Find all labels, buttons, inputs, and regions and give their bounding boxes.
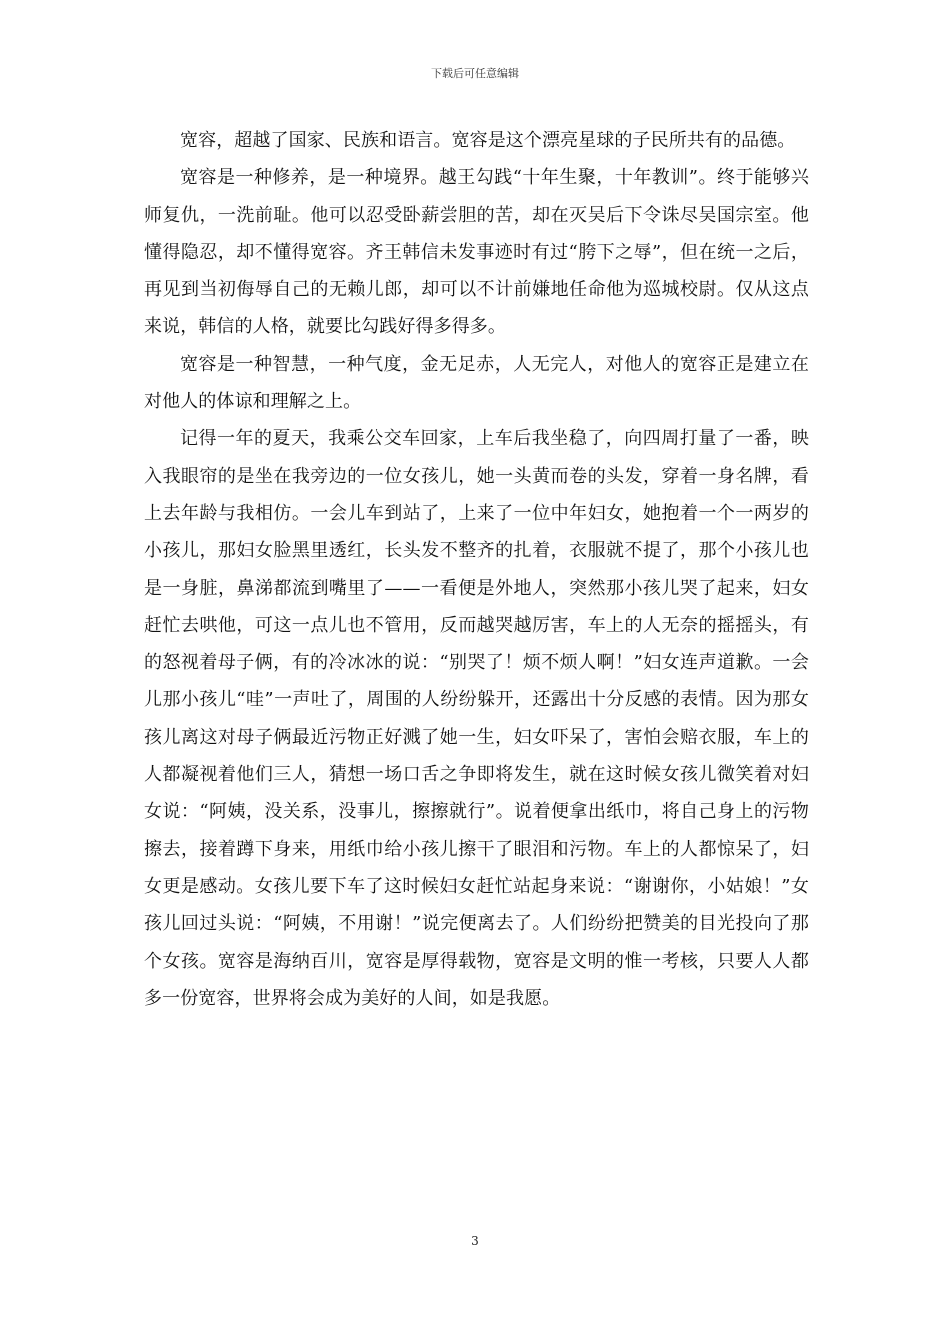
paragraph-tolerance-intro: 宽容，超越了国家、民族和语言。宽容是这个漂亮星球的子民所共有的品德。	[180, 130, 796, 151]
paragraph-bus-story: 记得一年的夏天，我乘公交车回家，上车后我坐稳了，向四周打量了一番，映入我眼帘的是坐在我旁边的一位女孩儿，她一头黄而卷的头发，穿着一身名牌，看上去年龄与我相仿。一会儿车到站了，上来了一位中年妇女，她抱着一个一两岁的小孩儿，那妇女脸黑里透红，长头发不整齐的扎着，衣服就不提了，那个小孩儿也是一身脏，鼻涕都流到嘴里了——一看便是外地人，突然那小孩儿哭了起来，妇女赶忙去哄他，可这一点儿也不管用，反而越哭越厉害，车上的人无奈的摇摇头，有的怒视着母子俩，有的冷冰冰的说：“别哭了！烦不烦人啊！”妇女连声道歉。一会儿那小孩儿“哇”一声吐了，周围的人纷纷躲开，还露出十分反感的表情。因为那女孩儿离这对母子俩最近污物正好溅了她一生，妇女吓呆了，害怕会赔衣服，车上的人都凝视着他们三人，猜想一场口舌之争即将发生，就在这时候女孩儿微笑着对妇女说：“阿姨，没关系，没事儿，擦擦就行”。说着便拿出纸巾，将自己身上的污物擦去，接着蹲下身来，用纸巾给小孩儿擦干了眼泪和污物。车上的人都惊呆了，妇女更是感动。女孩儿要下车了这时候妇女赶忙站起身来说：“谢谢你，小姑娘！”女孩儿回过头说：“阿姨，不用谢！”说完便离去了。人们纷纷把赞美的目光投向了那个女孩。宽容是海纳百川，宽容是厚得载物，宽容是文明的惟一考核，只要人人都多一份宽容，世界将会成为美好的人间，如是我愿。	[144, 428, 809, 1009]
page-number: 3	[471, 1234, 479, 1248]
paragraph-tolerance-wisdom: 宽容是一种智慧，一种气度，金无足赤，人无完人，对他人的宽容正是建立在对他人的体谅和理解之上。	[144, 353, 809, 413]
document-body	[144, 122, 809, 1017]
page-header: 下载后可任意编辑	[431, 67, 519, 80]
paragraph-tolerance-cultivation: 宽容是一种修养，是一种境界。越王勾践“十年生聚，十年教训”。终于能够兴师复仇，一洗前耻。他可以忍受卧薪尝胆的苦，却在灭吴后下令诛尽吴国宗室。他懂得隐忍，却不懂得宽容。齐王韩信未发事迹时有过“胯下之辱”，但在统一之后，再见到当初侮辱自己的无赖儿郎，却可以不计前嫌地任命他为巡城校尉。仅从这点来说，韩信的人格，就要比勾践好得多得多。	[144, 167, 809, 338]
